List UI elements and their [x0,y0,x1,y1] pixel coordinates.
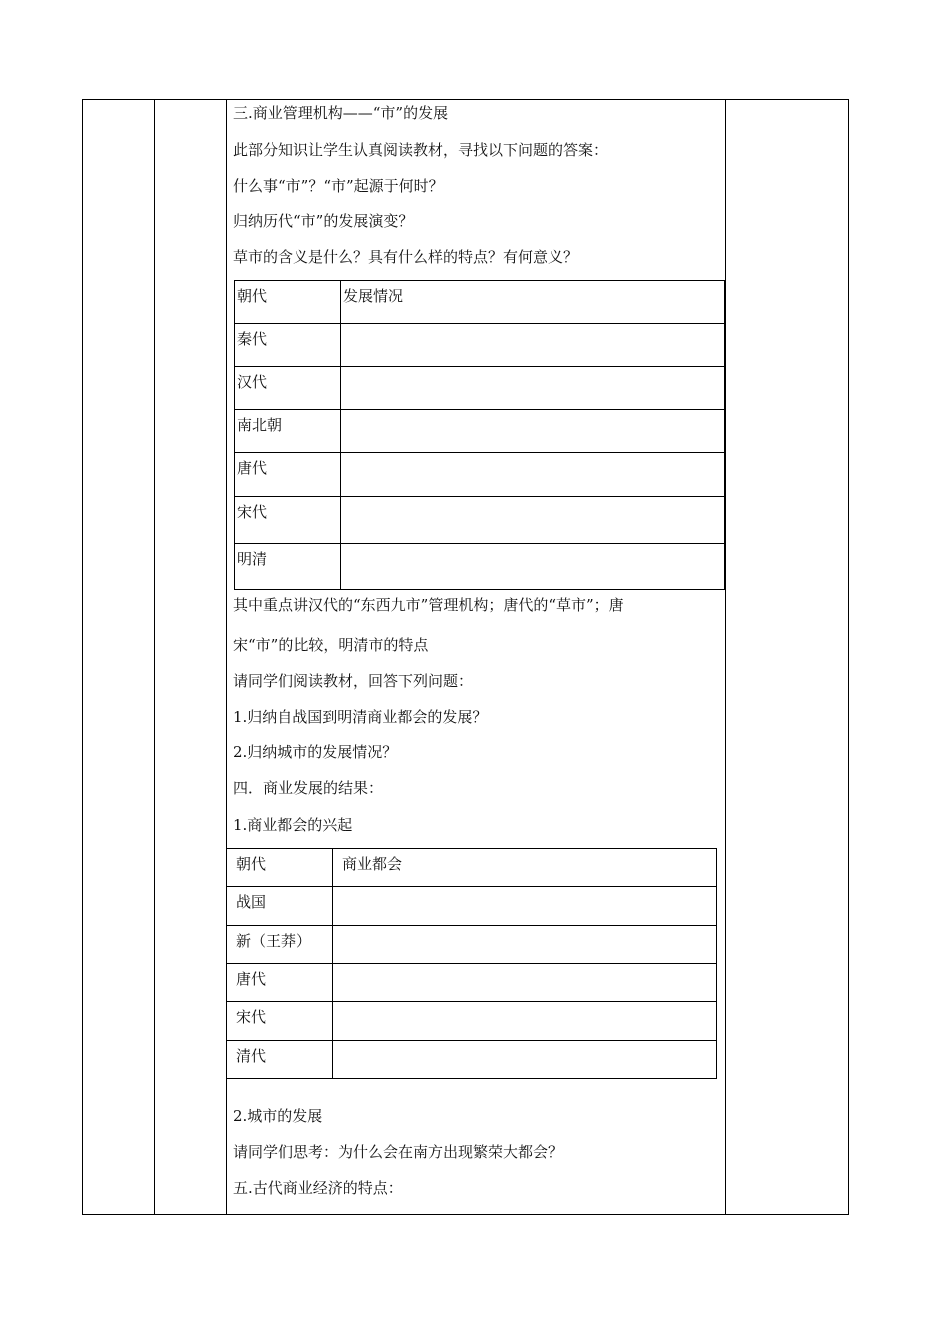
table-cell [341,367,725,410]
table-cell [341,453,725,497]
section3-question-3: 草市的含义是什么？具有什么样的特点？有何意义？ [233,248,579,266]
section3-title: 三.商业管理机构——“市”的发展 [233,104,449,122]
reading-prompt: 请同学们阅读教材，回答下列问题： [233,672,474,690]
table-cell [333,926,717,964]
table-cell: 清代 [227,1041,333,1079]
table-cell [341,497,725,544]
section3-question-2: 归纳历代“市”的发展演变？ [233,212,414,230]
table-cell [341,324,725,367]
table-row [235,367,725,410]
table-cell: 新（王莽） [227,926,333,964]
emphasis-line-2: 宋“市”的比较，明清市的特点 [233,636,429,654]
emphasis-line-1: 其中重点讲汉代的“东西九市”管理机构；唐代的“草市”；唐 [233,596,624,614]
question-2: 2.归纳城市的发展情况？ [233,743,398,761]
column-divider-3 [725,100,726,1214]
table-cell: 秦代 [235,324,341,367]
table-row [227,926,717,964]
table-cell [341,544,725,590]
thinking-prompt: 请同学们思考：为什么会在南方出现繁荣大都会？ [233,1143,564,1161]
table-cell: 南北朝 [235,410,341,453]
table-cell [341,410,725,453]
question-1: 1.归纳自战国到明清商业都会的发展？ [233,708,488,726]
table-cell: 战国 [227,887,333,926]
table-cell: 宋代 [235,497,341,544]
table-row [235,410,725,453]
table-header-cell: 发展情况 [341,281,725,324]
table-cell: 汉代 [235,367,341,410]
table-cell [333,1002,717,1041]
section4-subtitle-1: 1.商业都会的兴起 [233,816,353,834]
section3-intro: 此部分知识让学生认真阅读教材，寻找以下问题的答案： [233,141,609,159]
table-cell: 唐代 [235,453,341,497]
section5-title: 五.古代商业经济的特点： [233,1179,403,1197]
section4-title: 四．商业发展的结果： [233,779,384,797]
table-header-row [227,849,717,887]
commercial-city-table [226,848,717,1079]
table-cell [333,964,717,1002]
table-row [227,1002,717,1041]
table-row [235,453,725,497]
table-row [227,964,717,1002]
table-header-cell: 朝代 [227,849,333,887]
table-row [227,1041,717,1079]
table-cell: 唐代 [227,964,333,1002]
section3-question-1: 什么事“市”？“市”起源于何时？ [233,177,444,195]
table-cell [333,887,717,926]
table-header-cell: 商业都会 [333,849,717,887]
table-row [227,887,717,926]
column-divider-1 [154,100,155,1214]
table-row [235,544,725,590]
table-header-cell: 朝代 [235,281,341,324]
table-row [235,324,725,367]
table-header-row [235,281,725,324]
table-cell: 明清 [235,544,341,590]
table-cell: 宋代 [227,1002,333,1041]
dynasty-development-table [234,280,725,590]
table-row [235,497,725,544]
table-cell [333,1041,717,1079]
section4-subtitle-2: 2.城市的发展 [233,1107,323,1125]
